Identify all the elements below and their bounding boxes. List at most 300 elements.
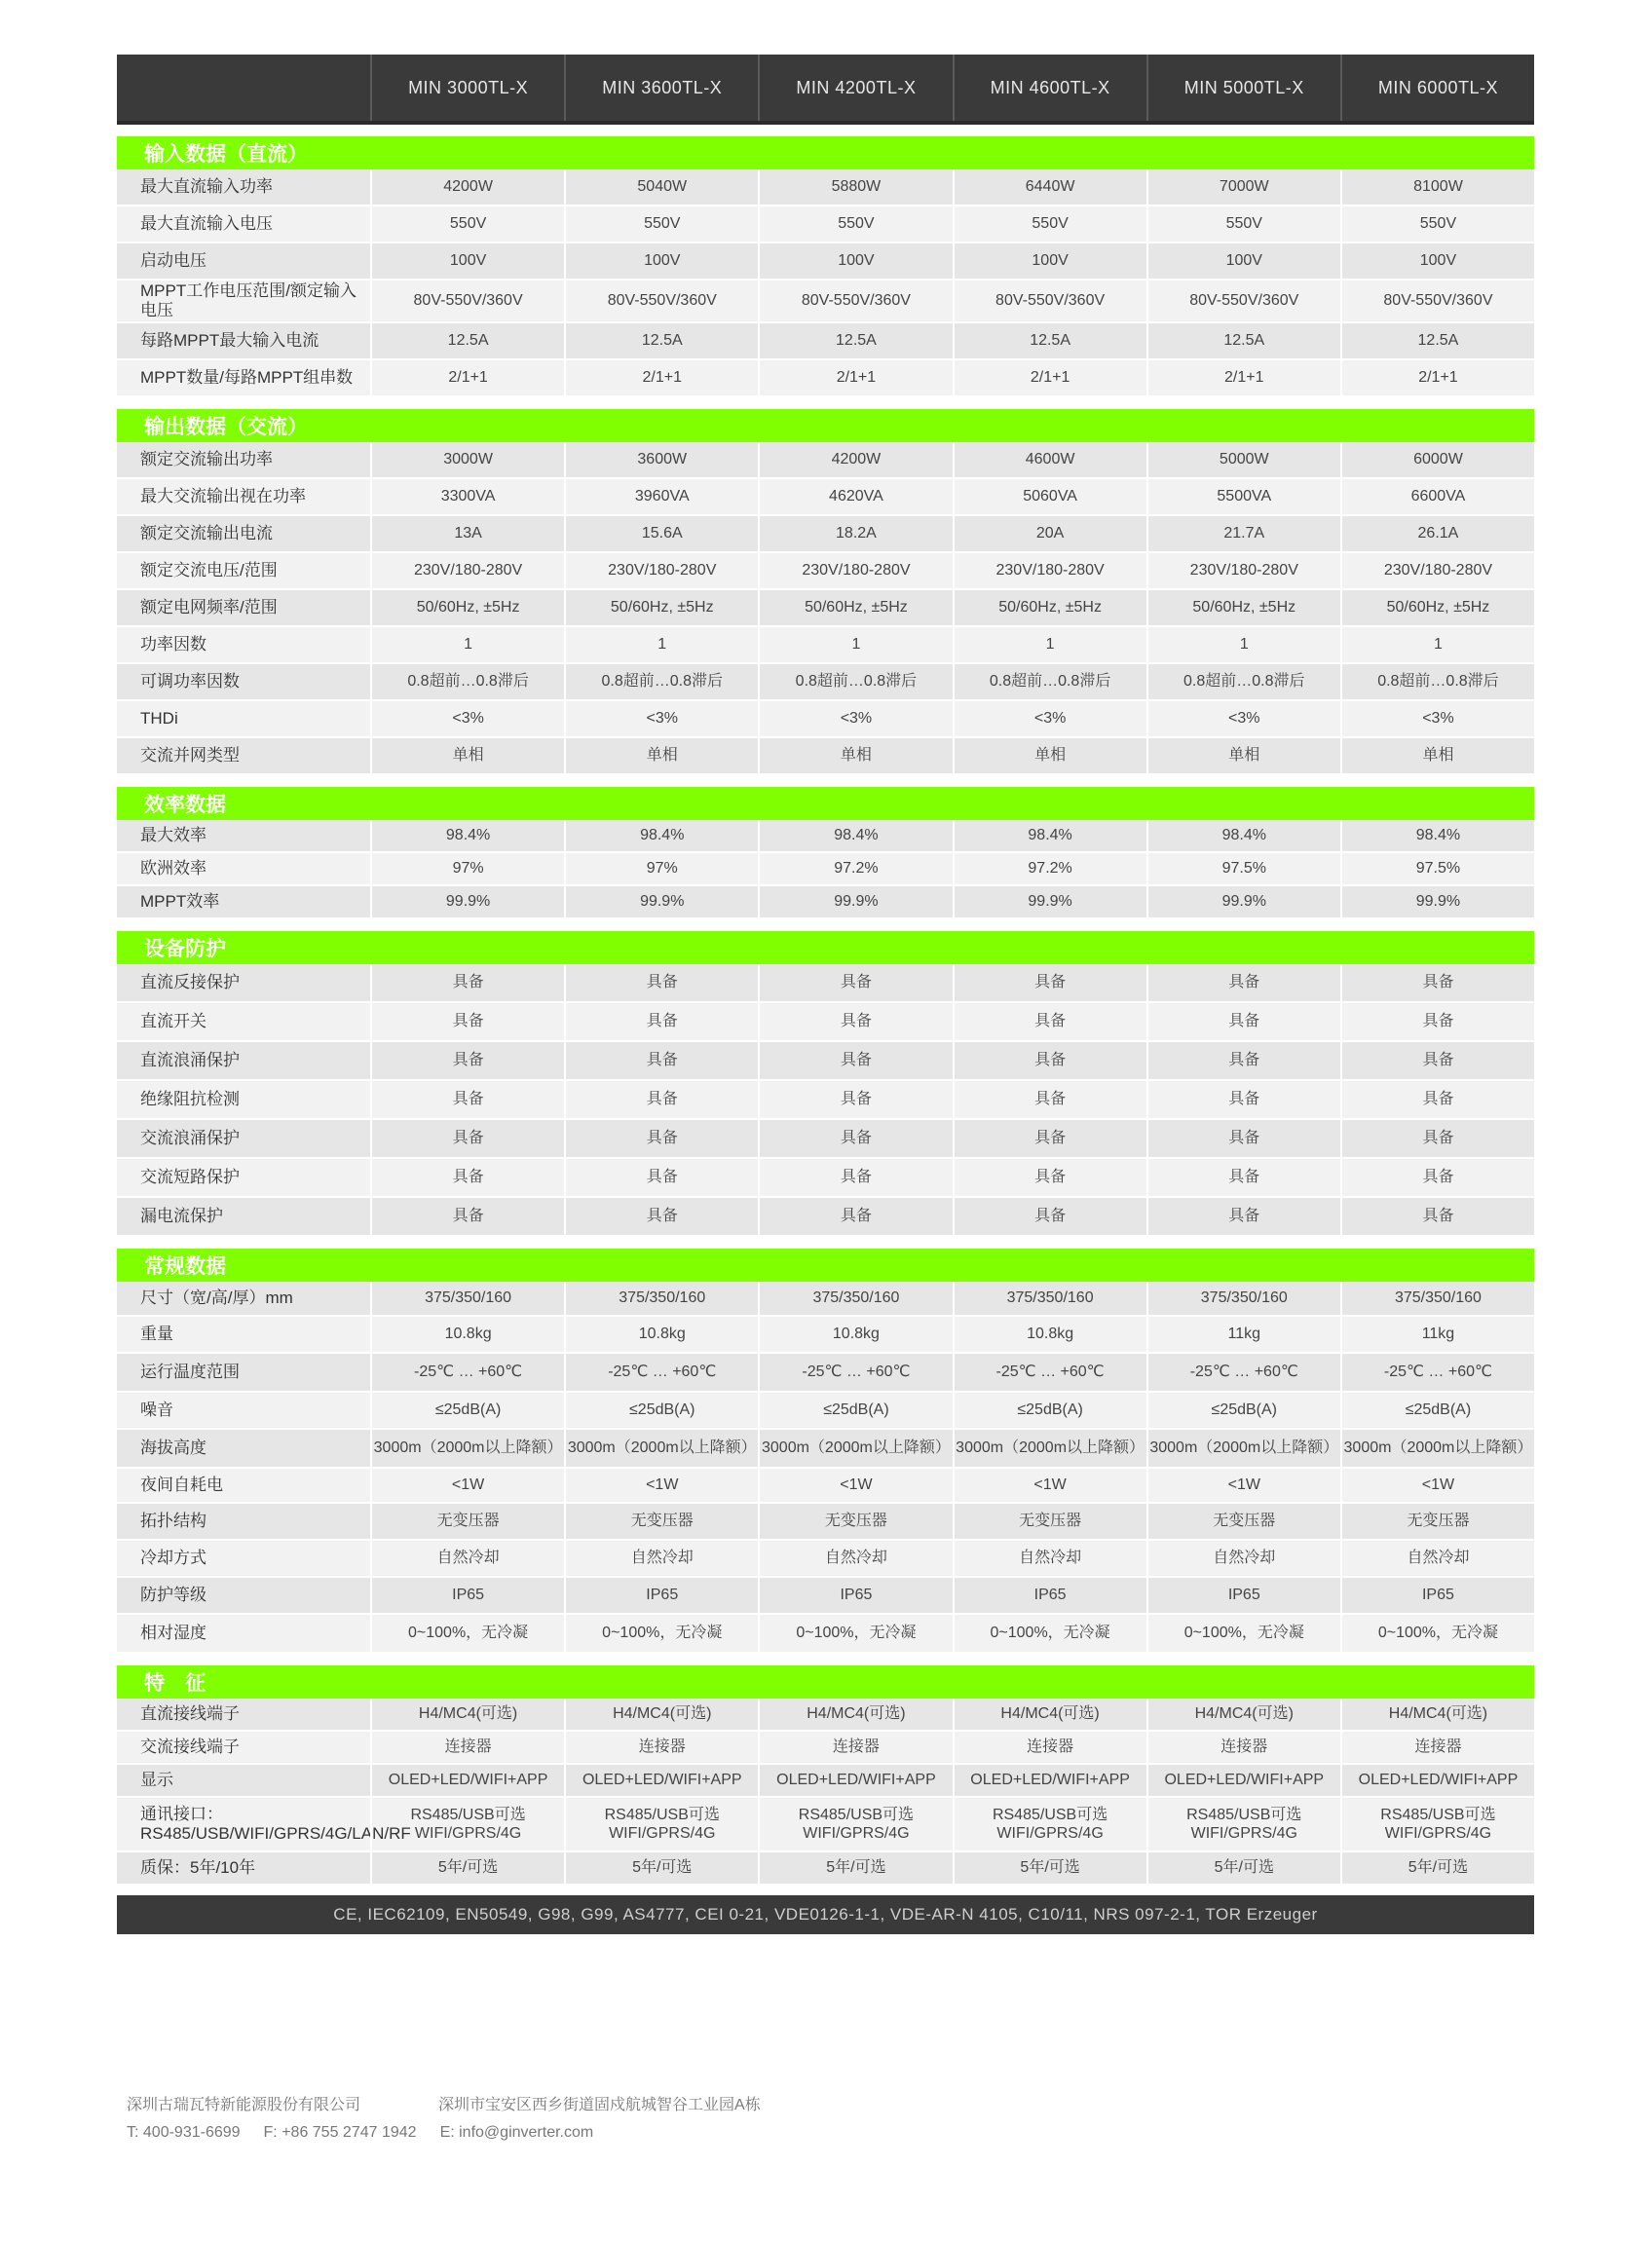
spec-value: 3960VA xyxy=(564,479,758,514)
spec-value: 单相 xyxy=(370,738,564,773)
spec-value: <1W xyxy=(758,1469,952,1502)
spec-section xyxy=(117,409,1534,775)
section-rows xyxy=(117,964,1534,1237)
spec-value: 98.4% xyxy=(370,820,564,851)
spec-value: 10.8kg xyxy=(953,1317,1146,1352)
spec-value: 98.4% xyxy=(953,820,1146,851)
spec-value: 10.8kg xyxy=(564,1317,758,1352)
spec-value: 5880W xyxy=(758,169,952,205)
spec-label: THDi xyxy=(140,709,178,729)
company-fax: F: +86 755 2747 1942 xyxy=(263,2124,417,2141)
spec-value: ≤25dB(A) xyxy=(758,1393,952,1428)
spec-row xyxy=(117,738,1534,775)
spec-value: 自然冷却 xyxy=(758,1541,952,1576)
spec-value: H4/MC4(可选) xyxy=(564,1699,758,1730)
spec-value: 具备 xyxy=(564,1159,758,1196)
spec-value: 6440W xyxy=(953,169,1146,205)
spec-value: 具备 xyxy=(1146,964,1340,1001)
spec-value: 1 xyxy=(758,627,952,662)
spec-value: 连接器 xyxy=(1340,1732,1534,1763)
spec-value: 4600W xyxy=(953,442,1146,477)
spec-label: 尺寸（宽/高/厚）mm xyxy=(140,1289,293,1308)
spec-value: 3300VA xyxy=(370,479,564,514)
spec-value: 375/350/160 xyxy=(953,1282,1146,1315)
spec-value: 550V xyxy=(1146,206,1340,242)
section-rows xyxy=(117,442,1534,775)
spec-value: 2/1+1 xyxy=(1340,360,1534,395)
spec-value: 具备 xyxy=(370,1081,564,1118)
spec-row xyxy=(117,516,1534,553)
spec-value: 具备 xyxy=(370,1003,564,1040)
spec-value: 375/350/160 xyxy=(370,1282,564,1315)
spec-value: 0.8超前…0.8滞后 xyxy=(758,664,952,699)
spec-value: 无变压器 xyxy=(370,1504,564,1539)
spec-value: H4/MC4(可选) xyxy=(370,1699,564,1730)
spec-value: <3% xyxy=(370,701,564,736)
spec-value: OLED+LED/WIFI+APP xyxy=(758,1765,952,1796)
spec-value: 具备 xyxy=(1146,1198,1340,1235)
spec-value: RS485/USB可选WIFI/GPRS/4G xyxy=(370,1798,564,1850)
spec-value: 具备 xyxy=(1146,1003,1340,1040)
spec-value: 50/60Hz, ±5Hz xyxy=(758,590,952,625)
spec-value: 3000m（2000m以上降额） xyxy=(370,1430,564,1467)
spec-value: 375/350/160 xyxy=(564,1282,758,1315)
company-info xyxy=(127,2092,1539,2151)
spec-label: 绝缘阻抗检测 xyxy=(140,1090,240,1109)
spec-value: 10.8kg xyxy=(370,1317,564,1352)
spec-value: 具备 xyxy=(953,1042,1146,1079)
spec-value: 3000W xyxy=(370,442,564,477)
spec-section xyxy=(117,1665,1534,1886)
section-title: 输出数据（交流） xyxy=(117,409,1534,442)
spec-value: 单相 xyxy=(1340,738,1534,773)
spec-value: 50/60Hz, ±5Hz xyxy=(370,590,564,625)
spec-value: 0~100%，无冷凝 xyxy=(564,1615,758,1652)
spec-value: 230V/180-280V xyxy=(758,553,952,588)
spec-value: <1W xyxy=(1146,1469,1340,1502)
spec-value: 具备 xyxy=(1340,1081,1534,1118)
spec-row xyxy=(117,1798,1534,1852)
spec-value: 具备 xyxy=(758,1081,952,1118)
spec-value: <1W xyxy=(564,1469,758,1502)
spec-value: 20A xyxy=(953,516,1146,551)
spec-value: 具备 xyxy=(1340,964,1534,1001)
spec-value: 550V xyxy=(758,206,952,242)
spec-value: 具备 xyxy=(1146,1159,1340,1196)
spec-value: 单相 xyxy=(953,738,1146,773)
spec-label: MPPT工作电压范围/额定输入电压 xyxy=(140,281,357,319)
spec-value: 5年/可选 xyxy=(758,1852,952,1884)
model-name: MIN 6000TL-X xyxy=(1340,55,1534,121)
spec-value: 11kg xyxy=(1340,1317,1534,1352)
spec-value: 具备 xyxy=(758,1120,952,1157)
spec-value: OLED+LED/WIFI+APP xyxy=(564,1765,758,1796)
spec-section xyxy=(117,931,1534,1237)
spec-value: 自然冷却 xyxy=(370,1541,564,1576)
spec-label: 冷却方式 xyxy=(140,1549,206,1568)
spec-value: 连接器 xyxy=(953,1732,1146,1763)
spec-value: 100V xyxy=(758,243,952,279)
spec-row xyxy=(117,280,1534,323)
section-rows xyxy=(117,1282,1534,1654)
spec-label: 直流接线端子 xyxy=(140,1704,240,1724)
spec-value: 230V/180-280V xyxy=(953,553,1146,588)
spec-row xyxy=(117,1042,1534,1081)
section-title: 设备防护 xyxy=(117,931,1534,964)
spec-value: IP65 xyxy=(1340,1578,1534,1613)
spec-value: RS485/USB可选WIFI/GPRS/4G xyxy=(1146,1798,1340,1850)
spec-value: 11kg xyxy=(1146,1317,1340,1352)
spec-label: 最大直流输入电压 xyxy=(140,214,273,234)
spec-row xyxy=(117,1615,1534,1654)
spec-value: 1 xyxy=(1146,627,1340,662)
spec-row xyxy=(117,1120,1534,1159)
spec-label: 海拔高度 xyxy=(140,1439,206,1458)
spec-value: RS485/USB可选WIFI/GPRS/4G xyxy=(953,1798,1146,1850)
spec-value: RS485/USB可选WIFI/GPRS/4G xyxy=(758,1798,952,1850)
spec-value: <1W xyxy=(953,1469,1146,1502)
spec-row xyxy=(117,553,1534,590)
spec-value: 7000W xyxy=(1146,169,1340,205)
spec-value: 无变压器 xyxy=(1146,1504,1340,1539)
spec-row xyxy=(117,664,1534,701)
spec-value: 具备 xyxy=(1340,1198,1534,1235)
section-title: 效率数据 xyxy=(117,787,1534,820)
spec-label: 启动电压 xyxy=(140,251,206,271)
spec-sheet xyxy=(117,55,1534,1934)
spec-label: 漏电流保护 xyxy=(140,1207,223,1226)
spec-value: 具备 xyxy=(758,1003,952,1040)
spec-value: 3000m（2000m以上降额） xyxy=(1340,1430,1534,1467)
spec-row xyxy=(117,1699,1534,1732)
spec-label: 通讯接口：RS485/USB/WIFI/GPRS/4G/LAN/RF xyxy=(140,1805,411,1843)
spec-value: 0~100%，无冷凝 xyxy=(953,1615,1146,1652)
spec-value: 99.9% xyxy=(953,886,1146,917)
spec-label: 最大效率 xyxy=(140,826,206,845)
spec-row xyxy=(117,590,1534,627)
spec-value: 230V/180-280V xyxy=(370,553,564,588)
spec-value: 3000m（2000m以上降额） xyxy=(564,1430,758,1467)
spec-value: 3000m（2000m以上降额） xyxy=(1146,1430,1340,1467)
spec-value: 21.7A xyxy=(1146,516,1340,551)
spec-value: 100V xyxy=(953,243,1146,279)
spec-row xyxy=(117,964,1534,1003)
spec-value: 10.8kg xyxy=(758,1317,952,1352)
spec-value: 99.9% xyxy=(758,886,952,917)
spec-value: 26.1A xyxy=(1340,516,1534,551)
spec-value: H4/MC4(可选) xyxy=(1146,1699,1340,1730)
spec-value: IP65 xyxy=(370,1578,564,1613)
spec-value: 100V xyxy=(370,243,564,279)
spec-value: ≤25dB(A) xyxy=(953,1393,1146,1428)
spec-row xyxy=(117,886,1534,919)
spec-row xyxy=(117,1541,1534,1578)
spec-value: 13A xyxy=(370,516,564,551)
spec-row xyxy=(117,1081,1534,1120)
spec-value: 具备 xyxy=(370,1159,564,1196)
spec-value: 12.5A xyxy=(1146,323,1340,358)
spec-value: 4200W xyxy=(758,442,952,477)
spec-value: 100V xyxy=(1146,243,1340,279)
spec-value: 具备 xyxy=(953,1003,1146,1040)
spec-value: 12.5A xyxy=(564,323,758,358)
spec-value: -25℃ … +60℃ xyxy=(564,1354,758,1391)
spec-label: 重量 xyxy=(140,1325,173,1344)
spec-label: 额定电网频率/范围 xyxy=(140,598,278,617)
spec-value: 80V-550V/360V xyxy=(1146,280,1340,321)
spec-value: 0~100%，无冷凝 xyxy=(1340,1615,1534,1652)
spec-value: 230V/180-280V xyxy=(564,553,758,588)
spec-value: 99.9% xyxy=(1146,886,1340,917)
spec-value: 80V-550V/360V xyxy=(1340,280,1534,321)
spec-label: 相对湿度 xyxy=(140,1624,206,1643)
spec-value: 2/1+1 xyxy=(1146,360,1340,395)
spec-value: OLED+LED/WIFI+APP xyxy=(1340,1765,1534,1796)
spec-row xyxy=(117,1393,1534,1430)
spec-value: 单相 xyxy=(1146,738,1340,773)
spec-value: 0.8超前…0.8滞后 xyxy=(370,664,564,699)
spec-label: 噪音 xyxy=(140,1401,173,1420)
spec-value: 230V/180-280V xyxy=(1146,553,1340,588)
company-phone: T: 400-931-6699 xyxy=(127,2124,241,2141)
spec-value: 连接器 xyxy=(564,1732,758,1763)
spec-value: 单相 xyxy=(564,738,758,773)
spec-value: 具备 xyxy=(1146,1120,1340,1157)
spec-label: 质保：5年/10年 xyxy=(140,1858,256,1878)
spec-row xyxy=(117,479,1534,516)
model-header xyxy=(117,55,1534,125)
spec-label: 每路MPPT最大输入电流 xyxy=(140,331,319,351)
spec-value: 6000W xyxy=(1340,442,1534,477)
spec-label: 最大交流输出视在功率 xyxy=(140,487,306,506)
spec-value: 5060VA xyxy=(953,479,1146,514)
company-name: 深圳古瑞瓦特新能源股份有限公司 xyxy=(127,2097,361,2113)
spec-label: 防护等级 xyxy=(140,1586,206,1605)
spec-value: 自然冷却 xyxy=(1340,1541,1534,1576)
spec-row xyxy=(117,442,1534,479)
spec-value: 具备 xyxy=(1340,1042,1534,1079)
spec-value: 230V/180-280V xyxy=(1340,553,1534,588)
spec-value: -25℃ … +60℃ xyxy=(953,1354,1146,1391)
spec-value: 100V xyxy=(1340,243,1534,279)
spec-value: 具备 xyxy=(1340,1120,1534,1157)
spec-value: 具备 xyxy=(370,1120,564,1157)
spec-value: H4/MC4(可选) xyxy=(1340,1699,1534,1730)
spec-value: 5年/可选 xyxy=(1146,1852,1340,1884)
spec-value: 98.4% xyxy=(1340,820,1534,851)
spec-value: 97.2% xyxy=(758,853,952,884)
spec-value: 375/350/160 xyxy=(1340,1282,1534,1315)
spec-value: 具备 xyxy=(758,1159,952,1196)
spec-value: 无变压器 xyxy=(953,1504,1146,1539)
spec-value: 0.8超前…0.8滞后 xyxy=(953,664,1146,699)
spec-value: 50/60Hz, ±5Hz xyxy=(564,590,758,625)
spec-value: 97.5% xyxy=(1340,853,1534,884)
section-rows xyxy=(117,820,1534,919)
spec-label: 交流浪涌保护 xyxy=(140,1129,240,1148)
spec-value: 2/1+1 xyxy=(758,360,952,395)
spec-row xyxy=(117,853,1534,886)
spec-value: 2/1+1 xyxy=(564,360,758,395)
spec-section xyxy=(117,136,1534,397)
spec-value: 2/1+1 xyxy=(953,360,1146,395)
spec-value: 3000m（2000m以上降额） xyxy=(758,1430,952,1467)
spec-row xyxy=(117,1578,1534,1615)
spec-value: 无变压器 xyxy=(1340,1504,1534,1539)
spec-value: 5年/可选 xyxy=(1340,1852,1534,1884)
company-address: 深圳市宝安区西乡街道固戍航城智谷工业园A栋 xyxy=(438,2097,761,2113)
spec-value: 97.2% xyxy=(953,853,1146,884)
spec-value: 1 xyxy=(370,627,564,662)
spec-value: 5040W xyxy=(564,169,758,205)
spec-value: 5年/可选 xyxy=(370,1852,564,1884)
spec-value: 具备 xyxy=(953,964,1146,1001)
spec-value: 550V xyxy=(953,206,1146,242)
spec-value: 5年/可选 xyxy=(953,1852,1146,1884)
spec-value: 18.2A xyxy=(758,516,952,551)
spec-value: 550V xyxy=(564,206,758,242)
spec-value: 6600VA xyxy=(1340,479,1534,514)
spec-label: 交流短路保护 xyxy=(140,1168,240,1187)
spec-label: 交流并网类型 xyxy=(140,746,240,766)
spec-value: 50/60Hz, ±5Hz xyxy=(953,590,1146,625)
spec-row xyxy=(117,1317,1534,1354)
spec-value: 具备 xyxy=(758,1042,952,1079)
spec-value: 50/60Hz, ±5Hz xyxy=(1340,590,1534,625)
spec-value: -25℃ … +60℃ xyxy=(1146,1354,1340,1391)
spec-value: 连接器 xyxy=(758,1732,952,1763)
spec-value: 8100W xyxy=(1340,169,1534,205)
spec-label: 拓扑结构 xyxy=(140,1512,206,1531)
spec-value: 具备 xyxy=(564,964,758,1001)
spec-value: 具备 xyxy=(564,1120,758,1157)
spec-value: 具备 xyxy=(370,1198,564,1235)
spec-label: 功率因数 xyxy=(140,635,206,654)
spec-section xyxy=(117,787,1534,919)
spec-label: 显示 xyxy=(140,1771,173,1790)
spec-value: H4/MC4(可选) xyxy=(758,1699,952,1730)
model-name: MIN 5000TL-X xyxy=(1146,55,1340,121)
spec-value: 具备 xyxy=(953,1120,1146,1157)
spec-label: MPPT效率 xyxy=(140,892,220,912)
spec-label: 额定交流输出电流 xyxy=(140,524,273,543)
spec-value: OLED+LED/WIFI+APP xyxy=(953,1765,1146,1796)
spec-value: 无变压器 xyxy=(758,1504,952,1539)
spec-value: IP65 xyxy=(953,1578,1146,1613)
spec-value: ≤25dB(A) xyxy=(1146,1393,1340,1428)
spec-value: 5500VA xyxy=(1146,479,1340,514)
spec-value: 12.5A xyxy=(953,323,1146,358)
spec-value: 5年/可选 xyxy=(564,1852,758,1884)
spec-value: 4620VA xyxy=(758,479,952,514)
spec-value: IP65 xyxy=(758,1578,952,1613)
spec-value: 375/350/160 xyxy=(1146,1282,1340,1315)
spec-row xyxy=(117,1198,1534,1237)
spec-value: 98.4% xyxy=(758,820,952,851)
spec-label: 最大直流输入功率 xyxy=(140,177,273,197)
spec-value: 无变压器 xyxy=(564,1504,758,1539)
spec-label: 直流浪涌保护 xyxy=(140,1051,240,1070)
section-title: 输入数据（直流） xyxy=(117,136,1534,169)
spec-row xyxy=(117,1003,1534,1042)
spec-value: 97.5% xyxy=(1146,853,1340,884)
section-title: 常规数据 xyxy=(117,1249,1534,1282)
spec-value: 80V-550V/360V xyxy=(370,280,564,321)
spec-row xyxy=(117,1504,1534,1541)
spec-value: OLED+LED/WIFI+APP xyxy=(1146,1765,1340,1796)
spec-value: 99.9% xyxy=(1340,886,1534,917)
model-name: MIN 3000TL-X xyxy=(370,55,564,121)
spec-section xyxy=(117,1249,1534,1654)
section-title: 特 征 xyxy=(117,1665,1534,1699)
spec-value: 12.5A xyxy=(370,323,564,358)
spec-value: <3% xyxy=(1340,701,1534,736)
spec-value: ≤25dB(A) xyxy=(1340,1393,1534,1428)
spec-sections xyxy=(117,136,1534,1886)
spec-row xyxy=(117,627,1534,664)
spec-value: 具备 xyxy=(758,964,952,1001)
spec-label: 可调功率因数 xyxy=(140,672,240,691)
certifications-bar: CE, IEC62109, EN50549, G98, G99, AS4777, CEI 0-21, VDE0126-1-1, VDE-AR-N 4105, C10/11, NRS 097-2-1, TOR Erzeuger xyxy=(117,1895,1534,1934)
spec-value: -25℃ … +60℃ xyxy=(1340,1354,1534,1391)
spec-value: 80V-550V/360V xyxy=(953,280,1146,321)
spec-value: 3000m（2000m以上降额） xyxy=(953,1430,1146,1467)
spec-value: 0~100%，无冷凝 xyxy=(370,1615,564,1652)
spec-value: 具备 xyxy=(953,1159,1146,1196)
spec-value: <1W xyxy=(1340,1469,1534,1502)
spec-value: 自然冷却 xyxy=(564,1541,758,1576)
spec-value: -25℃ … +60℃ xyxy=(758,1354,952,1391)
spec-value: 100V xyxy=(564,243,758,279)
spec-value: 12.5A xyxy=(758,323,952,358)
spec-value: 5000W xyxy=(1146,442,1340,477)
spec-value: 550V xyxy=(370,206,564,242)
spec-value: 80V-550V/360V xyxy=(758,280,952,321)
spec-value: 0~100%，无冷凝 xyxy=(1146,1615,1340,1652)
spec-row xyxy=(117,1159,1534,1198)
spec-label: 额定交流电压/范围 xyxy=(140,561,278,580)
spec-value: 97% xyxy=(564,853,758,884)
spec-value: ≤25dB(A) xyxy=(564,1393,758,1428)
spec-value: 具备 xyxy=(1340,1003,1534,1040)
model-name: MIN 4600TL-X xyxy=(953,55,1146,121)
spec-value: 3600W xyxy=(564,442,758,477)
spec-value: 50/60Hz, ±5Hz xyxy=(1146,590,1340,625)
spec-value: -25℃ … +60℃ xyxy=(370,1354,564,1391)
spec-value: 具备 xyxy=(1340,1159,1534,1196)
spec-row xyxy=(117,169,1534,206)
spec-label: 夜间自耗电 xyxy=(140,1476,223,1495)
spec-value: 99.9% xyxy=(370,886,564,917)
spec-row xyxy=(117,323,1534,360)
spec-value: 自然冷却 xyxy=(953,1541,1146,1576)
spec-value: 具备 xyxy=(953,1198,1146,1235)
spec-row xyxy=(117,360,1534,397)
spec-row xyxy=(117,1852,1534,1886)
spec-value: 4200W xyxy=(370,169,564,205)
spec-value: RS485/USB可选WIFI/GPRS/4G xyxy=(1340,1798,1534,1850)
spec-value: 具备 xyxy=(1146,1081,1340,1118)
spec-value: 97% xyxy=(370,853,564,884)
spec-value: 具备 xyxy=(564,1198,758,1235)
spec-value: 2/1+1 xyxy=(370,360,564,395)
spec-row xyxy=(117,820,1534,853)
model-name: MIN 3600TL-X xyxy=(564,55,758,121)
spec-value: 具备 xyxy=(564,1042,758,1079)
spec-row xyxy=(117,1732,1534,1765)
spec-value: 375/350/160 xyxy=(758,1282,952,1315)
spec-value: 12.5A xyxy=(1340,323,1534,358)
